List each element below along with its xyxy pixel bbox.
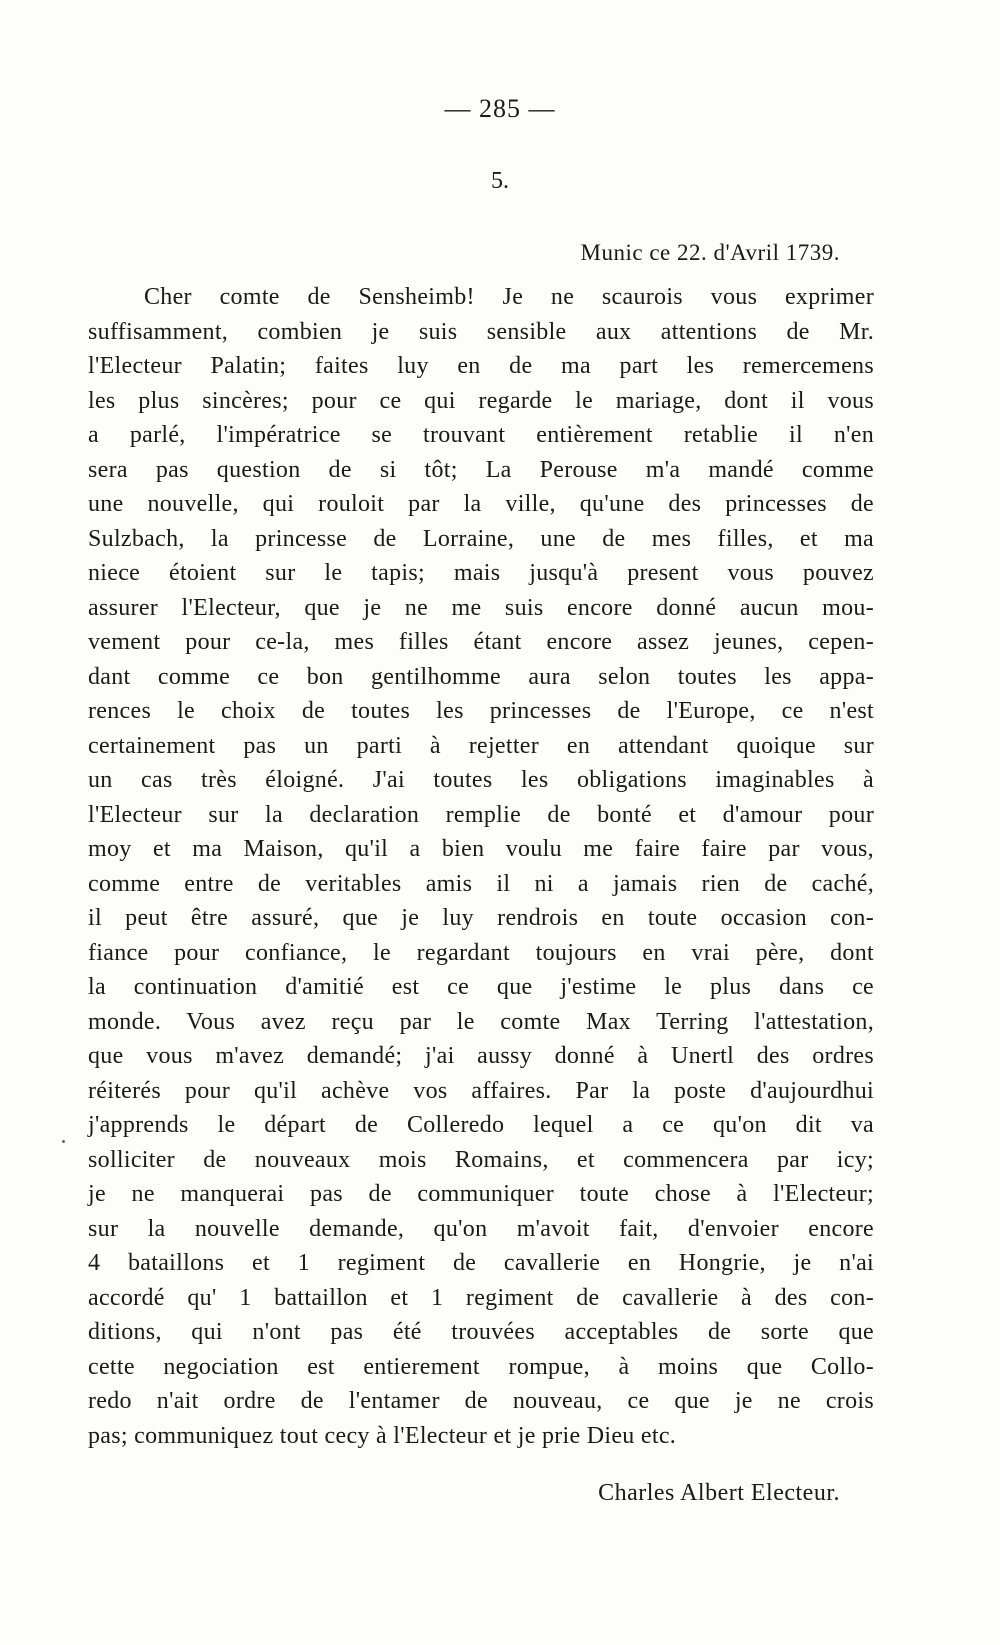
text-line: un cas très éloigné. J'ai toutes les obligations imaginables à [88,767,874,793]
text-line: fiance pour confiance, le regardant toujours en vrai père, dont [88,939,874,966]
text-line: l'Electeur Palatin; faites luy en de ma part les remercemens [88,353,874,379]
text-line: l'Electeur sur la declaration remplie de bonté et d'amour pour [88,801,874,828]
text-line: redo n'ait ordre de l'entamer de nouveau, ce que je ne crois [88,1388,874,1414]
signature: Charles Albert Electeur. [598,1480,840,1506]
text-line: Cher comte de Sensheimb! Je ne scaurois vous exprimer [144,284,874,310]
text-line: assurer l'Electeur, que je ne me suis encore donné aucun mou- [88,594,874,621]
text-line: que vous m'avez demandé; j'ai aussy donné à Unertl des ordres [88,1043,874,1069]
text-line: 4 bataillons et 1 regiment de cavallerie en Hongrie, je n'ai [88,1250,874,1276]
text-line: suffisamment, combien je suis sensible aux attentions de Mr. [88,318,874,345]
text-line: accordé qu' 1 battaillon et 1 regiment de cavallerie à des con- [88,1284,874,1311]
text-line: réiterés pour qu'il achève vos affaires. Par la poste d'aujourdhui [88,1077,874,1104]
text-line: la continuation d'amitié est ce que j'estime le plus dans ce [88,974,874,1000]
text-line: solliciter de nouveaux mois Romains, et commencera par icy; [88,1146,874,1173]
dateline: Munic ce 22. d'Avril 1739. [580,240,840,265]
text-line: a parlé, l'impératrice se trouvant entièrement retablie il n'en [88,422,874,448]
page-number: — 285 — [444,94,556,123]
print-speck [62,1140,65,1143]
text-line: comme entre de veritables amis il ni a jamais rien de caché, [88,870,874,897]
text-line: Sulzbach, la princesse de Lorraine, une de mes filles, et ma [88,525,874,552]
text-line: rences le choix de toutes les princesses de l'Europe, ce n'est [88,698,874,724]
text-line: certainement pas un parti à rejetter en attendant quoique sur [88,732,874,759]
text-line: niece étoient sur le tapis; mais jusqu'à present vous pouvez [88,560,874,586]
text-line: vement pour ce-la, mes filles étant encore assez jeunes, cepen- [88,629,874,655]
letter-number: 5. [491,168,509,194]
letter-body [88,280,874,1453]
text-line: les plus sincères; pour ce qui regarde le mariage, dont il vous [88,387,874,414]
text-line: cette negociation est entierement rompue, à moins que Collo- [88,1353,874,1380]
text-line: sur la nouvelle demande, qu'on m'avoit fait, d'envoier encore [88,1215,874,1242]
text-line: moy et ma Maison, qu'il a bien voulu me faire faire par vous, [88,836,874,862]
text-line: dant comme ce bon gentilhomme aura selon toutes les appa- [88,663,874,690]
text-line: il peut être assuré, que je luy rendrois en toute occasion con- [88,905,874,931]
text-line: monde. Vous avez reçu par le comte Max Terring l'attestation, [88,1008,874,1035]
text-line: sera pas question de si tôt; La Perouse m'a mandé comme [88,456,874,483]
text-line: pas; communiquez tout cecy à l'Electeur et je prie Dieu etc. [88,1422,677,1449]
text-line: j'apprends le départ de Colleredo lequel a ce qu'on dit va [88,1112,874,1138]
text-line: une nouvelle, qui rouloit par la ville, qu'une des princesses de [88,491,874,517]
text-line: ditions, qui n'ont pas été trouvées acceptables de sorte que [88,1319,874,1345]
text-line: je ne manquerai pas de communiquer toute chose à l'Electeur; [88,1181,874,1207]
